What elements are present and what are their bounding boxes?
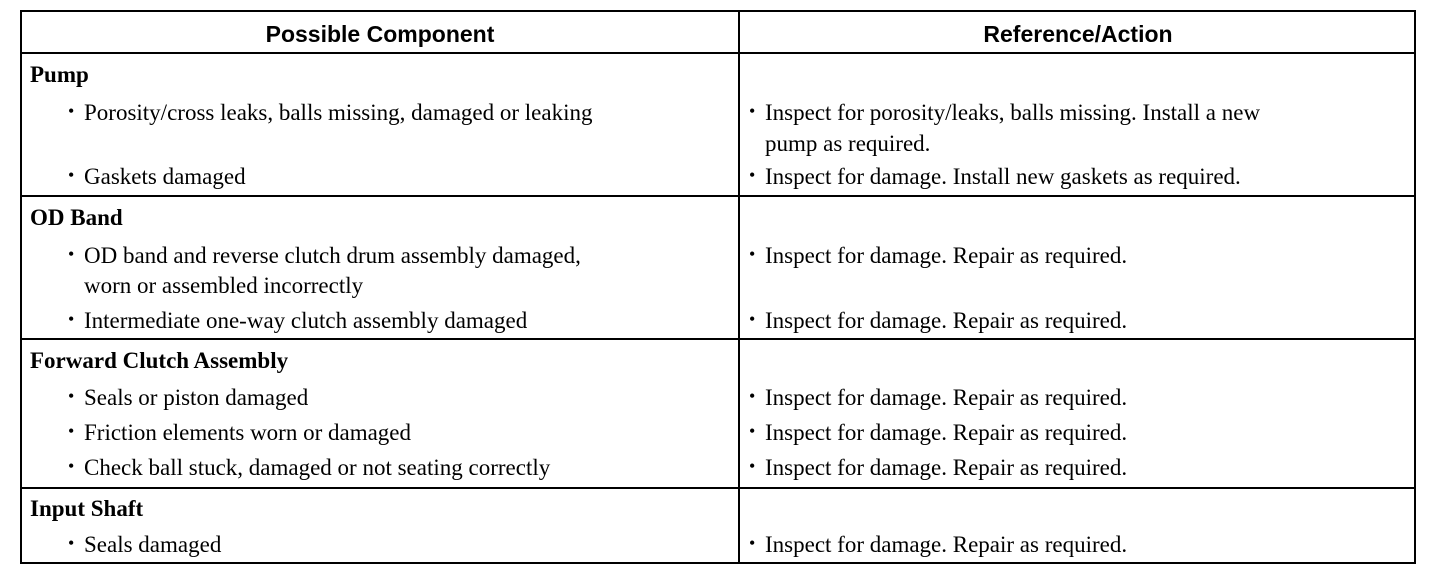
- header-reference-action: Reference/Action: [983, 21, 1173, 47]
- action-item: • Inspect for porosity/leaks, balls missing. Install a new: [765, 98, 1260, 128]
- column-divider: [738, 12, 740, 562]
- component-item: • Intermediate one-way clutch assembly damaged: [84, 306, 527, 336]
- diagnostic-table: [20, 10, 1416, 564]
- action-item: • Inspect for damage. Repair as required.: [765, 306, 1127, 336]
- section-title-input-shaft: Input Shaft: [30, 496, 144, 521]
- component-item: • Seals or piston damaged: [84, 383, 308, 413]
- action-item: • Inspect for damage. Repair as required.: [765, 530, 1127, 560]
- component-item: • OD band and reverse clutch drum assembly damaged,: [84, 241, 581, 271]
- section-divider: [22, 487, 1414, 489]
- section-title-od-band: OD Band: [30, 205, 123, 230]
- action-item: • Inspect for damage. Repair as required.: [765, 241, 1127, 271]
- action-item: • Inspect for damage. Install new gaskets as required.: [765, 162, 1241, 192]
- header-possible-component: Possible Component: [265, 21, 495, 47]
- component-item: • Gaskets damaged: [84, 162, 246, 192]
- component-item: • Porosity/cross leaks, balls missing, damaged or leaking: [84, 98, 592, 128]
- component-item-continued: worn or assembled incorrectly: [84, 273, 364, 298]
- action-item: • Inspect for damage. Repair as required.: [765, 418, 1127, 448]
- action-item: • Inspect for damage. Repair as required.: [765, 453, 1127, 483]
- component-item: • Friction elements worn or damaged: [84, 418, 411, 448]
- action-item-continued: pump as required.: [765, 131, 931, 156]
- component-item: • Check ball stuck, damaged or not seating correctly: [84, 453, 550, 483]
- section-divider: [22, 338, 1414, 340]
- table-header: [22, 12, 1414, 54]
- action-item: • Inspect for damage. Repair as required.: [765, 383, 1127, 413]
- section-title-forward-clutch-assembly: Forward Clutch Assembly: [30, 348, 289, 373]
- section-divider: [22, 195, 1414, 197]
- section-title-pump: Pump: [30, 62, 89, 87]
- component-item: • Seals damaged: [84, 530, 221, 560]
